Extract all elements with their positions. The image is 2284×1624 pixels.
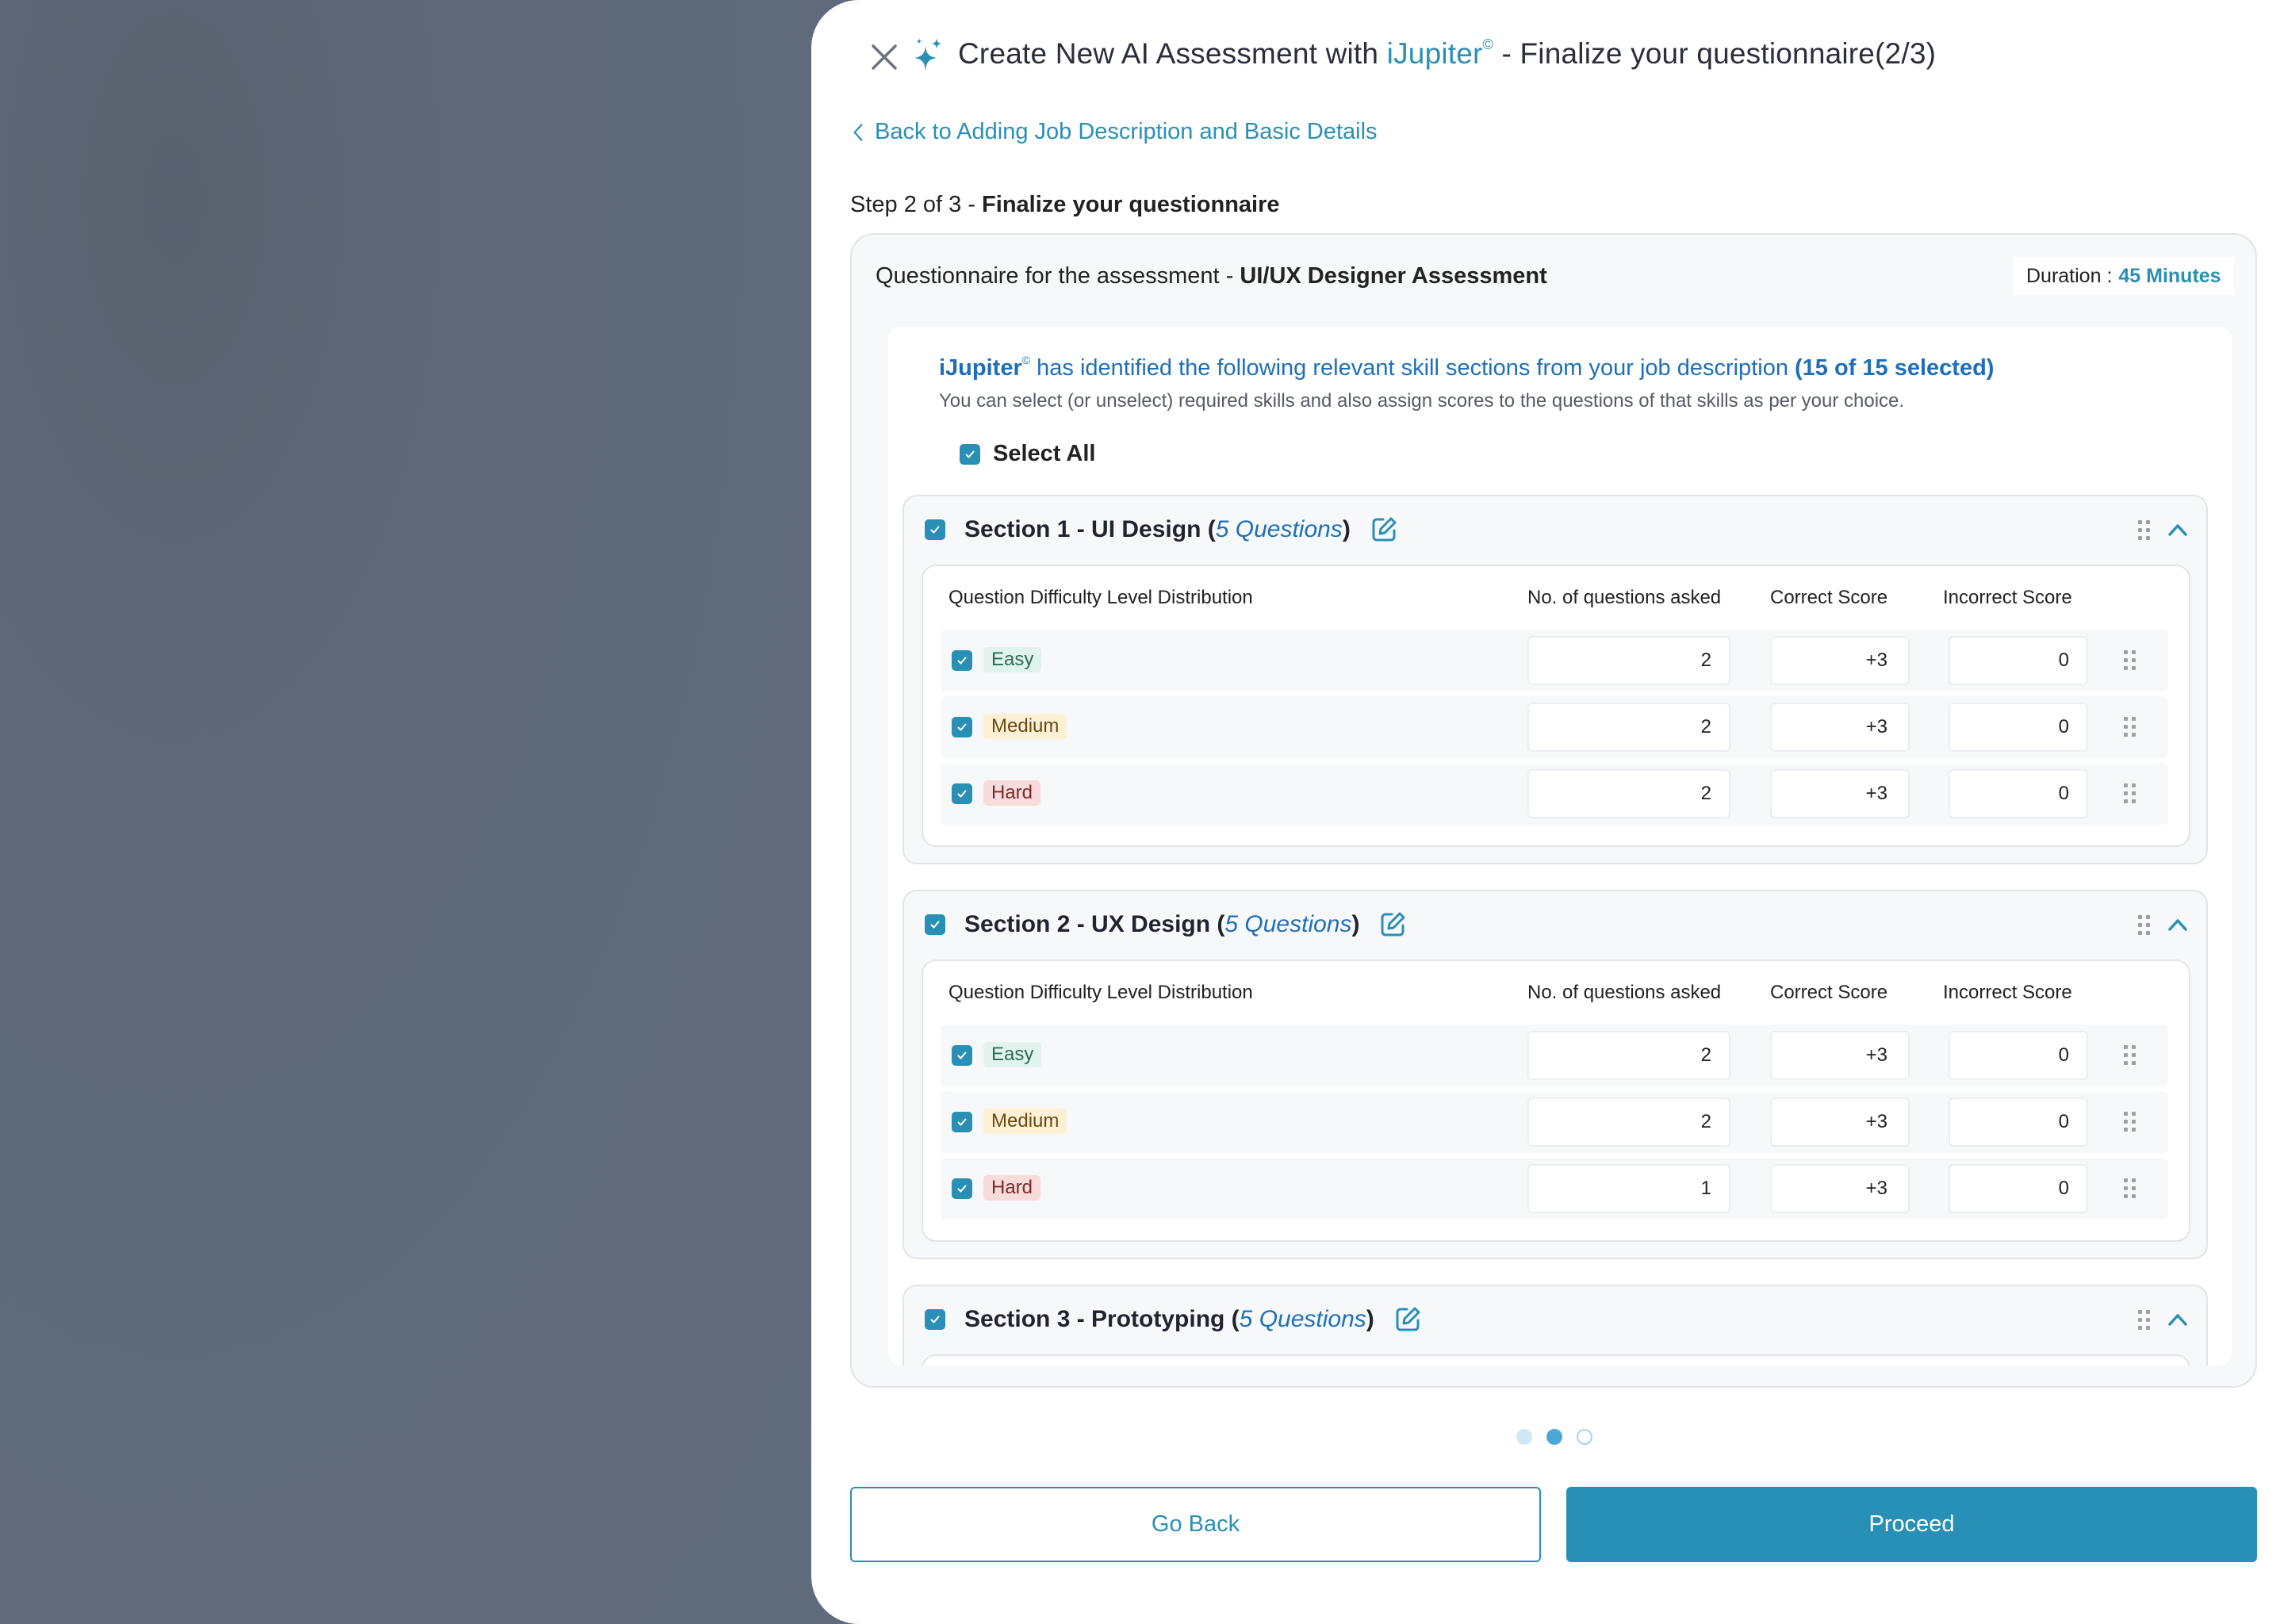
check-icon [956, 721, 968, 733]
skills-hint: You can select (or unselect) required skills and also assign scores to the questions of that skills as per your choice. [939, 390, 1905, 412]
correct-score-input[interactable]: +3 [1770, 1097, 1910, 1147]
skill-section-2 [902, 890, 2208, 1259]
section-checkbox[interactable] [925, 914, 945, 935]
check-icon [956, 654, 968, 667]
row-checkbox[interactable] [952, 717, 972, 737]
step-indicator [850, 192, 1280, 218]
table-row-medium [941, 696, 2168, 758]
identified-text: has identified the following relevant skill sections from your job description [1030, 355, 1795, 381]
incorrect-score-input[interactable]: 0 [1949, 769, 2088, 818]
brand-mark: © [1482, 36, 1494, 52]
section-checkbox[interactable] [925, 519, 945, 540]
drag-handle-icon[interactable] [2123, 649, 2137, 672]
back-link-label: Back to Adding Job Description and Basic Details [875, 119, 1378, 144]
drag-handle-icon[interactable] [2136, 1308, 2152, 1332]
difficulty-table [922, 959, 2190, 1242]
drag-handle-icon[interactable] [2123, 1177, 2137, 1201]
check-icon [956, 1182, 968, 1195]
skill-section-3 [902, 1285, 2208, 1365]
back-to-job-description-link[interactable] [853, 119, 1378, 145]
checkbox-checked-icon[interactable] [960, 444, 980, 465]
questions-asked-input[interactable]: 2 [1527, 636, 1730, 685]
edit-icon[interactable] [1370, 515, 1398, 544]
duration-label: Duration : [2026, 264, 2113, 287]
table-row-hard [941, 1158, 2168, 1220]
table-row-medium [941, 1091, 2168, 1153]
chevron-up-icon[interactable] [2167, 1310, 2189, 1329]
difficulty-badge-hard: Hard [983, 780, 1040, 806]
check-icon [929, 523, 941, 536]
section-header [925, 1305, 1422, 1334]
question-count: 5 Questions [1224, 911, 1352, 937]
questionnaire-heading [876, 263, 1547, 289]
chevron-left-icon [853, 122, 864, 143]
questions-asked-input[interactable]: 2 [1527, 703, 1730, 752]
chevron-up-icon[interactable] [2167, 520, 2189, 539]
incorrect-score-input[interactable]: 0 [1949, 1164, 2088, 1213]
column-header-difficulty: Question Difficulty Level Distribution [948, 982, 1253, 1003]
page-title [958, 36, 1936, 71]
column-header-difficulty: Question Difficulty Level Distribution [948, 587, 1253, 608]
difficulty-table [922, 565, 2190, 847]
proceed-button[interactable] [1566, 1487, 2257, 1562]
go-back-label: Go Back [1151, 1511, 1240, 1537]
difficulty-badge-hard: Hard [983, 1175, 1040, 1201]
section-title: Section 3 - Prototyping (5 Questions) [964, 1306, 1374, 1332]
correct-score-input[interactable]: +3 [1770, 636, 1910, 685]
check-icon [929, 918, 941, 931]
drag-handle-icon[interactable] [2123, 1110, 2137, 1134]
select-all-checkbox[interactable] [960, 441, 1095, 467]
section-header [925, 515, 1398, 544]
difficulty-badge-easy: Easy [983, 647, 1041, 672]
incorrect-score-input[interactable]: 0 [1949, 703, 2088, 752]
column-header-questions-asked: No. of questions asked [1527, 587, 1722, 608]
step-pagination [1516, 1429, 1592, 1445]
skill-sections-scroll-area[interactable] [888, 327, 2232, 1365]
question-count: 5 Questions [1239, 1306, 1366, 1332]
edit-icon[interactable] [1393, 1305, 1422, 1334]
selected-count: (15 of 15 selected) [1795, 355, 1995, 381]
sparkle-icon [908, 36, 946, 75]
column-header-correct-score: Correct Score [1770, 982, 1888, 1003]
drag-handle-icon[interactable] [2123, 715, 2137, 739]
column-header-correct-score: Correct Score [1770, 587, 1888, 608]
section-title: Section 2 - UX Design (5 Questions) [964, 911, 1360, 937]
check-icon [956, 1049, 968, 1062]
row-checkbox[interactable] [952, 783, 972, 804]
duration-badge [2014, 257, 2234, 295]
row-checkbox[interactable] [952, 1112, 972, 1132]
questions-asked-input[interactable]: 1 [1527, 1164, 1730, 1213]
proceed-label: Proceed [1868, 1511, 1955, 1537]
incorrect-score-input[interactable]: 0 [1949, 1031, 2088, 1080]
correct-score-input[interactable]: +3 [1770, 769, 1910, 818]
step-label: Finalize your questionnaire [982, 192, 1280, 217]
close-icon [868, 41, 900, 73]
row-checkbox[interactable] [952, 650, 972, 671]
pagination-dot-2-active[interactable] [1546, 1429, 1562, 1445]
question-count: 5 Questions [1215, 516, 1343, 542]
drag-handle-icon[interactable] [2136, 914, 2152, 937]
skills-identified-text [939, 354, 1994, 381]
brand-name: iJupiter [1386, 37, 1483, 70]
questionnaire-label: Questionnaire for the assessment - [876, 263, 1240, 289]
correct-score-input[interactable]: +3 [1770, 703, 1910, 752]
check-icon [929, 1313, 941, 1326]
title-prefix: Create New AI Assessment with [958, 37, 1387, 70]
drag-handle-icon[interactable] [2123, 782, 2137, 806]
difficulty-badge-easy: Easy [983, 1042, 1041, 1067]
check-icon [956, 1116, 968, 1128]
questions-asked-input[interactable]: 2 [1527, 1097, 1730, 1147]
row-checkbox[interactable] [952, 1045, 972, 1066]
table-row-easy [941, 630, 2168, 691]
difficulty-badge-medium: Medium [983, 1109, 1067, 1134]
correct-score-input[interactable]: +3 [1770, 1031, 1910, 1080]
close-button[interactable] [868, 41, 900, 73]
column-header-questions-asked: No. of questions asked [1527, 982, 1722, 1003]
questionnaire-card [850, 233, 2257, 1388]
pagination-dot-3[interactable] [1577, 1429, 1592, 1445]
pagination-dot-1[interactable] [1516, 1429, 1532, 1445]
column-header-incorrect-score: Incorrect Score [1943, 587, 2072, 608]
row-checkbox[interactable] [952, 1178, 972, 1199]
questions-asked-input[interactable]: 2 [1527, 769, 1730, 818]
step-prefix: Step 2 of 3 - [850, 192, 983, 217]
drag-handle-icon[interactable] [2136, 519, 2152, 542]
column-header-incorrect-score: Incorrect Score [1943, 982, 2072, 1003]
select-all-label: Select All [993, 441, 1096, 466]
duration-value: 45 Minutes [2118, 264, 2221, 287]
table-row-hard [941, 763, 2168, 825]
section-title: Section 1 - UI Design (5 Questions) [964, 516, 1351, 542]
drag-handle-icon[interactable] [2123, 1044, 2137, 1067]
assessment-name: UI/UX Designer Assessment [1240, 263, 1547, 289]
incorrect-score-input[interactable]: 0 [1949, 1097, 2088, 1147]
brand-name: iJupiter [939, 355, 1022, 381]
correct-score-input[interactable]: +3 [1770, 1164, 1910, 1213]
section-header [925, 910, 1407, 939]
assessment-side-panel [811, 0, 2284, 1624]
table-row-easy [941, 1025, 2168, 1086]
incorrect-score-input[interactable]: 0 [1949, 636, 2088, 685]
go-back-button[interactable] [850, 1487, 1541, 1562]
title-suffix: - Finalize your questionnaire(2/3) [1493, 37, 1937, 70]
section-checkbox[interactable] [925, 1309, 945, 1330]
brand-mark: © [1021, 354, 1031, 366]
difficulty-table [922, 1354, 2190, 1365]
questions-asked-input[interactable]: 2 [1527, 1031, 1730, 1080]
chevron-up-icon[interactable] [2167, 915, 2189, 934]
modal-backdrop[interactable] [0, 0, 872, 1624]
skill-section-1 [902, 495, 2208, 864]
check-icon [956, 787, 968, 800]
edit-icon[interactable] [1378, 910, 1407, 939]
difficulty-badge-medium: Medium [983, 714, 1067, 739]
